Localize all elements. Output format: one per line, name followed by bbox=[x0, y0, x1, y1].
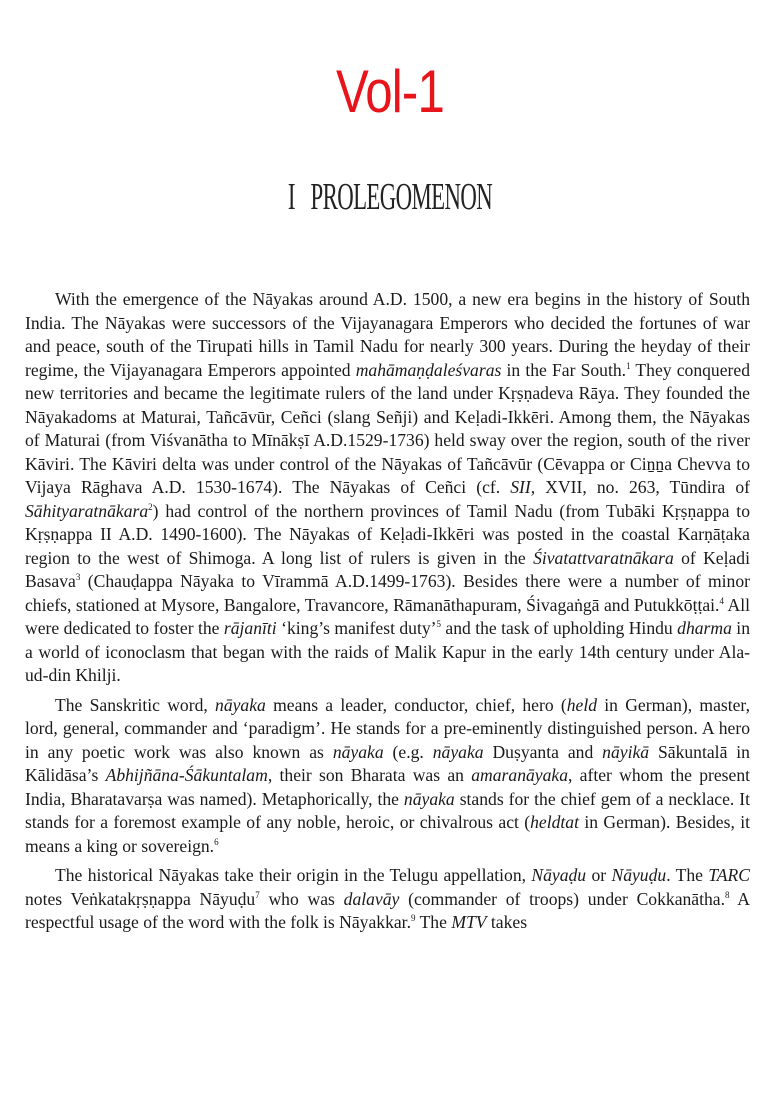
footnote-ref-7: 7 bbox=[255, 889, 260, 900]
paragraph-2: The Sanskritic word, nāyaka means a leader, conductor, chief, hero (held in German), master, lord, general, commander and ‘paradigm’. He stands for a pre-eminently distinguished person. A hero in any poetic work was also known as nāyaka (e.g. nāyaka Duṣyanta and nāyikā Sākuntalā in Kālidāsa’s Abhijñāna-Śākuntalam, their son Bharata was an amaranāyaka, after whom the present India, Bharatavarṣa was named). Metaphorically, the nāyaka stands for the chief gem of a necklace. It stands for a foremost example of any noble, heroic, or chivalrous act (heldtat in German). Besides, it means a king or sovereign.$^6$ bbox=[25, 694, 751, 856]
footnote-ref-9: 9 bbox=[410, 913, 416, 924]
footnote-ref-8: 8 bbox=[725, 889, 730, 900]
volume-heading: Vol-1 bbox=[335, 58, 445, 125]
chapter-heading bbox=[156, 178, 624, 216]
footnote-ref-4: 4 bbox=[719, 595, 724, 606]
footnote-ref-2: 2 bbox=[148, 501, 153, 512]
chapter-title: PROLEGOMENON bbox=[310, 176, 493, 218]
body-text bbox=[25, 288, 750, 941]
footnote-ref-1: 1 bbox=[626, 360, 631, 371]
footnote-ref-3: 3 bbox=[75, 572, 81, 583]
chapter-number: I bbox=[287, 176, 295, 218]
paragraph-1: With the emergence of the Nāyakas around A.D. 1500, a new era begins in the history of South India. The Nāyakas were successors of the Vijayanagara Emperors who decided the fortunes of war and peace, south of the Tirupati hills in Tamil Nadu for nearly 300 years. During the heyday of their regime, the Vijayanagara Emperors appointed mahāmaṇḍaleśvaras in the Far South.$^1$ They conquered new territories and became the legitimate rulers of the land under Kṛṣṇadeva Rāya. They founded the Nāyakadoms at Maturai, Tañcāvūr, Ceñci (slang Señji) and Keḷadi-Ikkēri. Among them, the Nāyakas of Maturai (from Viśvanātha to Mīnākṣī A.D.1529-1736) held sway over the region, south of the river Kāviri. The Kāviri delta was under control of the Nāyakas of Tañcāvūr (Cēvappa or Ciṉṉa Chevva to Vijaya Rāghava A.D. 1530-1674). The Nāyakas of Ceñci (cf. SII, XVII, no. 263, Tūndira of Sāhityaratnākara$^2$) had control of the northern provinces of Tamil Nadu (from Tubāki Kṛṣṇappa to Kṛṣṇappa II A.D. 1490-1600). The Nāyakas of Keḷadi-Ikkēri was posted in the coastal Karṇāṭaka region to the west of Shimoga. A long list of rulers is given in the Śivatattvaratnākara of Keḷadi Basava$^3$ (Chauḍappa Nāyaka to Vīrammā A.D.1499-1763). Besides there were a number of minor chiefs, stationed at Mysore, Bangalore, Travancore, Rāmanāthapuram, Śivagaṅgā and Putukkōṭṭai.$^4$ All were dedicated to foster the rājanīti ‘king’s manifest duty’$^5$ and the task of upholding Hindu dharma in a world of iconoclasm that began with the raids of Malik Kapur in the early 14th century under Ala-ud-din Khilji. bbox=[25, 289, 751, 685]
footnote-ref-5: 5 bbox=[436, 619, 442, 630]
paragraph-3: The historical Nāyakas take their origin in the Telugu appellation, Nāyaḍu or Nāyuḍu. The TARC notes Veṅkatakṛṣṇappa Nāyuḍu$^7$ who was dalavāy (commander of troops) under Cokkanātha.$^8$ A respectful usage of the word with the folk is Nāyakkar.$^9$ The MTV takes bbox=[25, 865, 751, 932]
footnote-ref-6: 6 bbox=[214, 836, 219, 847]
